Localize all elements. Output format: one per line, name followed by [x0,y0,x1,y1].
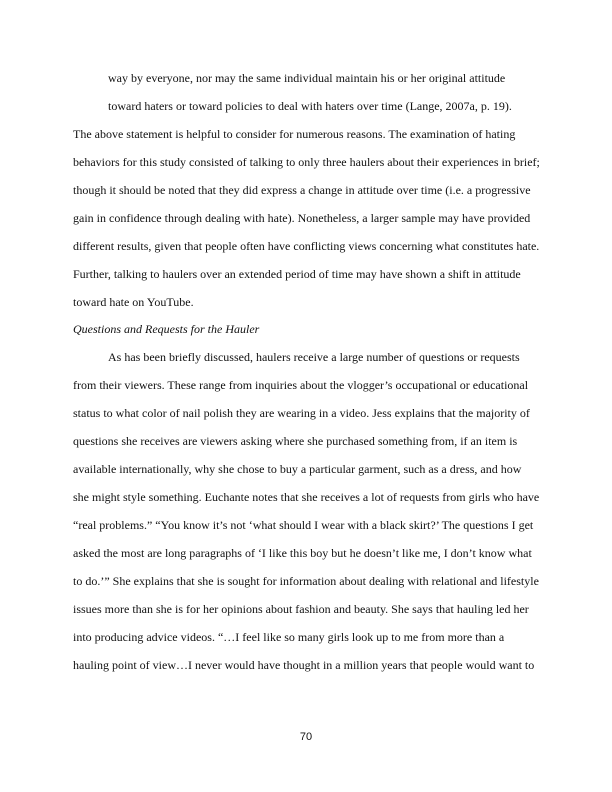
blockquote-line: way by everyone, nor may the same individual maintain his or her original attitude [108,71,506,85]
section-heading: Questions and Requests for the Hauler [73,322,260,336]
paragraph-line: gain in confidence through dealing with hate). Nonetheless, a larger sample may have provided [73,211,531,225]
paragraph-line: different results, given that people often have conflicting views concerning what constitutes hate. [73,239,540,253]
paragraph-line: available internationally, why she chose to buy a particular garment, such as a dress, and how [73,462,522,476]
paragraph-line: though it should be noted that they did express a change in attitude over time (i.e. a progressive [73,183,531,197]
paragraph-line: Further, talking to haulers over an extended period of time may have shown a shift in attitude [73,267,521,281]
paragraph-line: The above statement is helpful to consider for numerous reasons. The examination of hating [73,127,516,141]
paragraph-line: questions she receives are viewers asking where she purchased something from, if an item is [73,434,518,448]
paragraph-line: hauling point of view…I never would have thought in a million years that people would want to [73,658,535,672]
paragraph-line: status to what color of nail polish they are wearing in a video. Jess explains that the majority of [73,406,530,420]
paragraph-line: behaviors for this study consisted of talking to only three haulers about their experiences in brief; [73,155,540,169]
paragraph-line: from their viewers. These range from inquiries about the vlogger’s occupational or educational [73,378,529,392]
paragraph-line: “real problems.” “You know it’s not ‘what should I wear with a black skirt?’ The questions I get [73,518,534,532]
paragraph-line: to do.’” She explains that she is sought for information about dealing with relational and lifestyle [73,574,539,588]
blockquote-line: toward haters or toward policies to deal with haters over time (Lange, 2007a, p. 19). [108,99,512,113]
paragraph-line: toward hate on YouTube. [73,295,194,309]
paragraph-line: asked the most are long paragraphs of ‘I like this boy but he doesn’t like me, I don’t know what [73,546,532,560]
page-number: 70 [299,731,313,743]
paragraph-line: she might style something. Euchante notes that she receives a lot of requests from girls who have [73,490,540,504]
paragraph-line: As has been briefly discussed, haulers receive a large number of questions or requests [108,350,520,364]
paragraph-line: into producing advice videos. “…I feel like so many girls look up to me from more than a [73,630,505,644]
paragraph-line: issues more than she is for her opinions about fashion and beauty. She says that hauling led her [73,602,529,616]
